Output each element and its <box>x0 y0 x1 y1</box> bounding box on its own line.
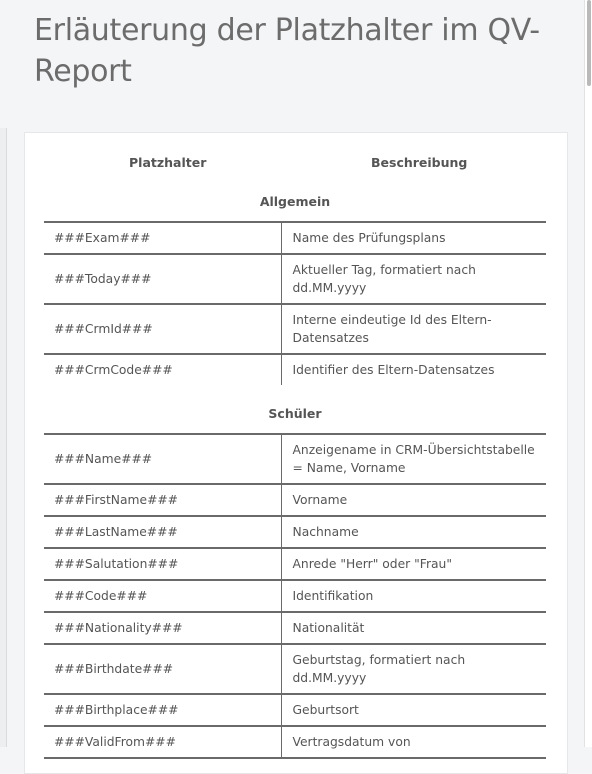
table-row <box>44 254 546 304</box>
placeholder-cell: ###CrmCode### <box>44 354 281 385</box>
description-cell: Nationalität <box>292 621 365 635</box>
description-cell: Identifikation <box>292 589 374 603</box>
page-header <box>0 0 585 128</box>
description-cell: Anrede "Herr" oder "Frau" <box>292 557 452 571</box>
placeholder-cell: ###FirstName### <box>44 484 281 516</box>
placeholder-table-schueler <box>44 433 546 759</box>
placeholder-cell: ###Salutation### <box>44 548 281 580</box>
description-cell: Aktueller Tag, formatiert nach dd.MM.yyyy <box>292 263 476 295</box>
column-header-description: Beschreibung <box>371 155 468 170</box>
vertical-scrollbar[interactable] <box>584 0 592 747</box>
placeholder-cell: ###Nationality### <box>44 612 281 644</box>
placeholder-table-allgemein <box>44 221 546 385</box>
table-row <box>44 694 546 726</box>
table-row <box>44 304 546 354</box>
placeholder-cell: ###Code### <box>44 580 281 612</box>
description-cell: Vorname <box>292 493 348 507</box>
placeholder-cell: ###Exam### <box>44 222 281 254</box>
table-row <box>44 612 546 644</box>
table-row <box>44 434 546 484</box>
table-row <box>44 644 546 694</box>
placeholder-cell: ###Birthplace### <box>44 694 281 726</box>
description-cell: Anzeigename in CRM-Übersichtstabelle = Name, Vorname <box>292 443 535 475</box>
description-cell: Geburtstag, formatiert nach dd.MM.yyyy <box>292 653 466 685</box>
description-cell: Interne eindeutige Id des Eltern-Datensatzes <box>292 313 492 345</box>
column-header-placeholder: Platzhalter <box>129 155 207 170</box>
description-cell: Nachname <box>292 525 359 539</box>
section-title-allgemein: Allgemein <box>259 194 331 209</box>
description-cell: Name des Prüfungsplans <box>292 231 446 245</box>
placeholder-cell: ###ValidFrom### <box>44 726 281 758</box>
description-cell: Identifier des Eltern-Datensatzes <box>292 363 495 377</box>
placeholder-cell: ###CrmId### <box>44 304 281 354</box>
section-title-schueler: Schüler <box>268 406 322 421</box>
placeholder-cell: ###Today### <box>44 254 281 304</box>
scrollbar-thumb[interactable] <box>587 0 591 86</box>
placeholder-cell: ###LastName### <box>44 516 281 548</box>
description-cell: Geburtsort <box>292 703 359 717</box>
table-row <box>44 484 546 516</box>
table-row <box>44 726 546 758</box>
placeholder-cell: ###Name### <box>44 434 281 484</box>
page-title: Erläuterung der Platzhalter im QV-Report <box>34 13 540 89</box>
table-row <box>44 516 546 548</box>
table-row <box>44 548 546 580</box>
description-cell: Vertragsdatum von <box>292 735 411 749</box>
table-row <box>44 580 546 612</box>
table-row <box>44 222 546 254</box>
table-row <box>44 354 546 385</box>
placeholder-cell: ###Birthdate### <box>44 644 281 694</box>
